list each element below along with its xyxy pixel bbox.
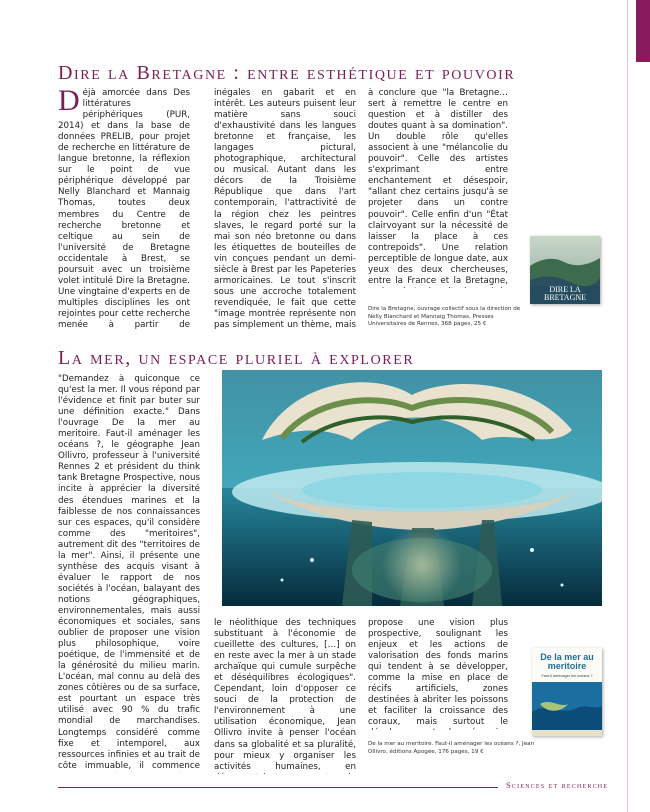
book-caption-1: Dire la Bretagne, ouvrage collectif sous la direction de Nelly Blanchard et Mannaig Thomas, Presses Universitaires de Rennes, 368 pages, 25 € (368, 306, 521, 328)
book2-title-text: De la mer au meritoire (540, 652, 594, 671)
section-title-dire-la-bretagne: Dire la Bretagne : entre esthétique et pouvoir (58, 62, 516, 84)
article1-column-3 (368, 88, 508, 288)
floating-city-illustration (222, 370, 602, 606)
article2-column-3 (368, 618, 508, 730)
page-tab-bar (636, 0, 650, 62)
article1-col1-text: éjà amorcée dans Des littératures périphériques (PUR, 2014) et dans la base de données PRELIB, pour projet de recherche en littérature de langue bretonne, la réflexion sur le point de vue périphérique développé par Nelly Blanchard et Mannaig Thomas, toutes deux membres du Centre de recherche bretonne et celtique au sein de l'université de Bretagne occidentale à Brest, se poursuit avec un troisième volet intitulé Dire la Bretagne. Une vingtaine d'experts en de multiples disciplines les ont rejointes pour cette recherche menée à partir de (58, 88, 190, 330)
article2-col2-text: le néolithique des techniques substituant à l'économie de cueillette des cultures, […] on en reste avec la mer à un stade archaïque qui cumule surpêche et déséquilibres écologiques". Cependant, loin d'opposer ce souci de la protection de l'environnement à une utilisation économique, Jean Ollivro invite à penser l'océan dans sa globalité et sa pluralité, pour mieux y organiser les activités humaines, en (214, 618, 356, 772)
margin-rule (627, 0, 628, 812)
book2-subtitle-text: Faut-il aménager les océans ? (541, 674, 593, 678)
article1-col2-text: inégales en gabarit et en intérêt. Les auteurs puisent leur matière sans souci d'exhaustivité dans les langues bretonne et française, les langages pictural, photographique, architectural ou musical. Autant dans les décors de la Troisième République que dans l'art contemporain, l'attractivité de la région chez les peintres slaves, le regard porté sur la mai son néo bretonne ou dans les étiquettes de bouteilles de vin conçues pendant un demi-siècle à Brest par les Papeteries armoricaines. Le tout s'inscrit sous une accroche totalement revendiquée, le fait que cette "image montrée représente non pas simplement un thème, mais (214, 88, 356, 330)
section-title-la-mer: La mer, un espace pluriel à explorer (58, 347, 415, 369)
drop-cap: D (58, 88, 80, 117)
article1-col3-text: à conclure que "la Bretagne… sert à remettre le centre en question et à distiller des doutes quant à sa domination". Un double rôle qu'elles associent à une "mélancolie du pouvoir". Celle des artistes s'exprimant entre enchantement et désespoir, "allant chez certains jusqu'à se projeter dans un contre pouvoir". Celle enfin d'un "État clairvoyant sur la nécessité de laisser la place à ces contrepoids". Une relation perceptible de longue date, aux yeux des deux chercheuses, entre la France et la Bretagne, (368, 88, 508, 286)
article2-col3-text: propose une vision plus prospective, soulignant les enjeux et les actions de valorisation des fonds marins qui tendent à se développer, comme la mise en place de récifs artificiels, zones destinées à abriter les poissons et faciliter la croissance des coraux, mais surtout le (368, 618, 508, 728)
article2-column-1 (58, 374, 200, 772)
book-cover-dire-la-bretagne (530, 236, 600, 304)
section-footer: Sciences et recherche (506, 780, 609, 790)
footer-rule (58, 787, 498, 788)
book-cover-de-la-mer (532, 648, 602, 736)
article1-column-1 (58, 88, 190, 330)
article2-column-2 (214, 618, 356, 774)
article2-col1-text: "Demandez à quiconque ce qu'est la mer. Il vous répond par l'évidence et finit par buter sur une définition exacte." Dans l'ouvrage De la mer au meritoire. Faut-il aménager les océans ?, le géographe Jean Ollivro, professeur à l'université Rennes 2 et président du think tank Bretagne Prospective, nous incite à apprécier la diversité des étendues marines et la faiblesse de nos connaissances sur ces espaces, qu'il considère comme des "meritoires", autrement dit des "territoires de la mer". Ainsi, il présente une synthèse des acquis visant à évaluer le rapport de nos sociétés à l'océan, balayant des notions géographiques, environnementales, mais aussi économiques et sociales, sans oublier de proposer une vision plus philosophique, voire poétique, de l'immensité et de la générosité du milieu marin. L'océan, mal connu au delà des zones côtières ou de sa surface, est pourtant un espace très utilisé avec 90 % du trafic mondial de marchandises. Longtemps considéré comme fixe et intemporel, aux ressources infinies et au trait de côte immuable, il commence (58, 374, 200, 771)
article1-column-2 (214, 88, 356, 330)
book-caption-2: De la mer au meritoire. Faut-il aménager les océans ?, Jean Ollivro, éditions Apogée, 176 pages, 19 € (368, 741, 535, 755)
book-title-text: DIRE LA BRETAGNE (543, 285, 587, 302)
